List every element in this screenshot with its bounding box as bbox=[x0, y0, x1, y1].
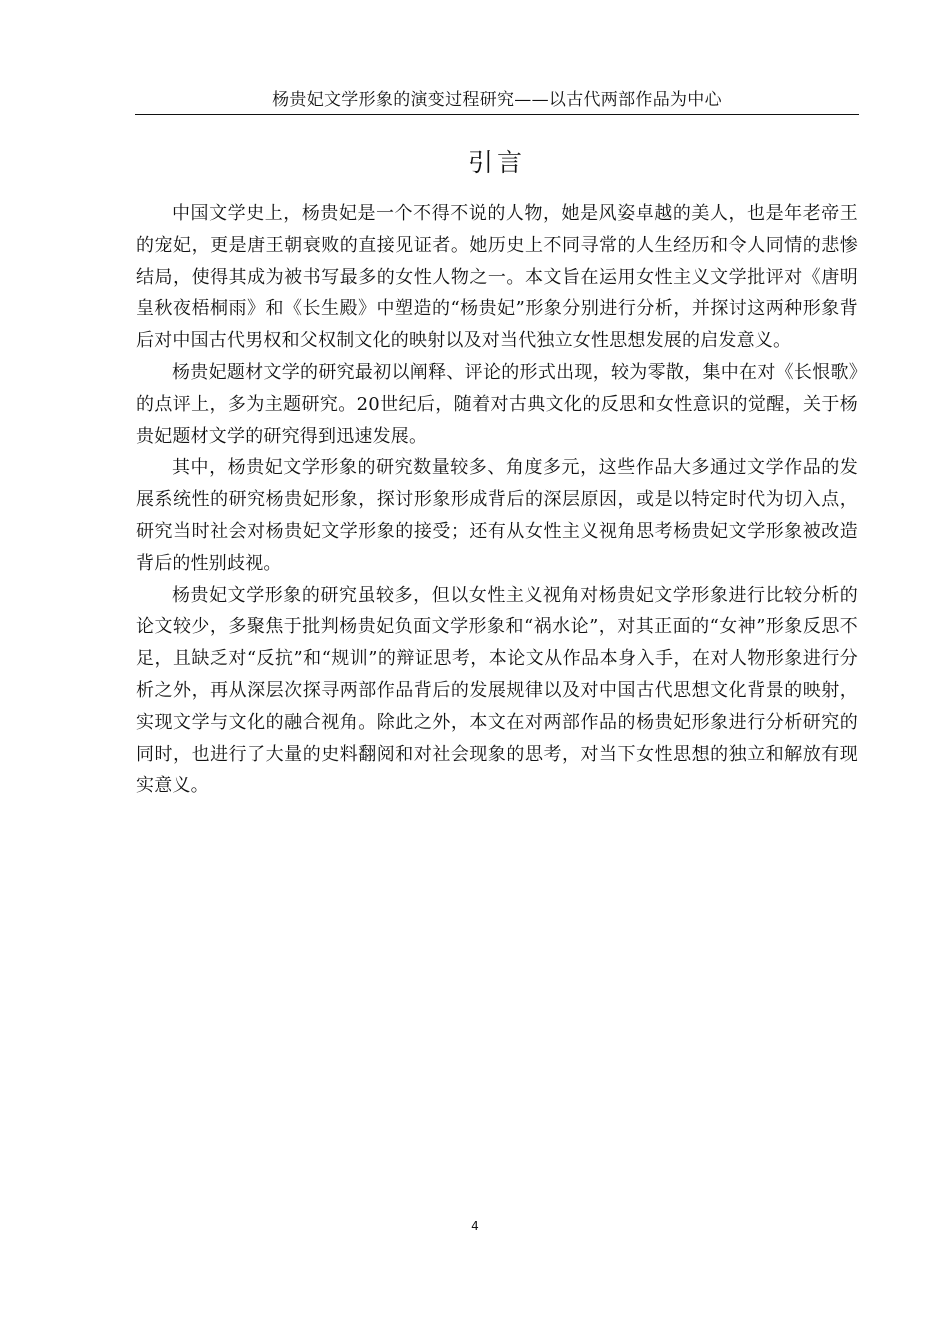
page-number: 4 bbox=[471, 1219, 479, 1233]
paragraph-1: 中国文学史上，杨贵妃是一个不得不说的人物，她是风姿卓越的美人，也是年老帝王的宠妃，更是唐王朝衰败的直接见证者。她历史上不同寻常的人生经历和令人同情的悲惨结局，使得其成为被书写最多的女性人物之一。本文旨在运用女性主义文学批评对《唐明皇秋夜梧桐雨》和《长生殿》中塑造的“杨贵妃”形象分别进行分析，并探讨这两种形象背后对中国古代男权和父权制文化的映射以及对当代独立女性思想发展的启发意义。 bbox=[136, 203, 858, 352]
section-title: 引言 bbox=[467, 148, 526, 177]
paragraph-3: 其中，杨贵妃文学形象的研究数量较多、角度多元，这些作品大多通过文学作品的发展系统性的研究杨贵妃形象，探讨形象形成背后的深层原因，或是以特定时代为切入点，研究当时社会对杨贵妃文学形象的接受；还有从女性主义视角思考杨贵妃文学形象被改造背后的性别歧视。 bbox=[136, 457, 858, 574]
paragraph-2: 杨贵妃题材文学的研究最初以阐释、评论的形式出现，较为零散，集中在对《长恨歌》的点评上，多为主题研究。20世纪后，随着对古典文化的反思和女性意识的觉醒，关于杨贵妃题材文学的研究得到迅速发展。 bbox=[136, 361, 858, 447]
body-text bbox=[136, 198, 858, 802]
paragraph-4: 杨贵妃文学形象的研究虽较多，但以女性主义视角对杨贵妃文学形象进行比较分析的论文较少，多聚焦于批判杨贵妃负面文学形象和“祸水论”，对其正面的“女神”形象反思不足，且缺乏对“反抗”和“规训”的辩证思考，本论文从作品本身入手，在对人物形象进行分析之外，再从深层次探寻两部作品背后的发展规律以及对中国古代思想文化背景的映射，实现文学与文化的融合视角。除此之外，本文在对两部作品的杨贵妃形象进行分析研究的同时，也进行了大量的史料翻阅和对社会现象的思考，对当下女性思想的独立和解放有现实意义。 bbox=[136, 584, 858, 797]
header-rule bbox=[135, 114, 859, 115]
running-header: 杨贵妃文学形象的演变过程研究——以古代两部作品为中心 bbox=[272, 90, 722, 110]
